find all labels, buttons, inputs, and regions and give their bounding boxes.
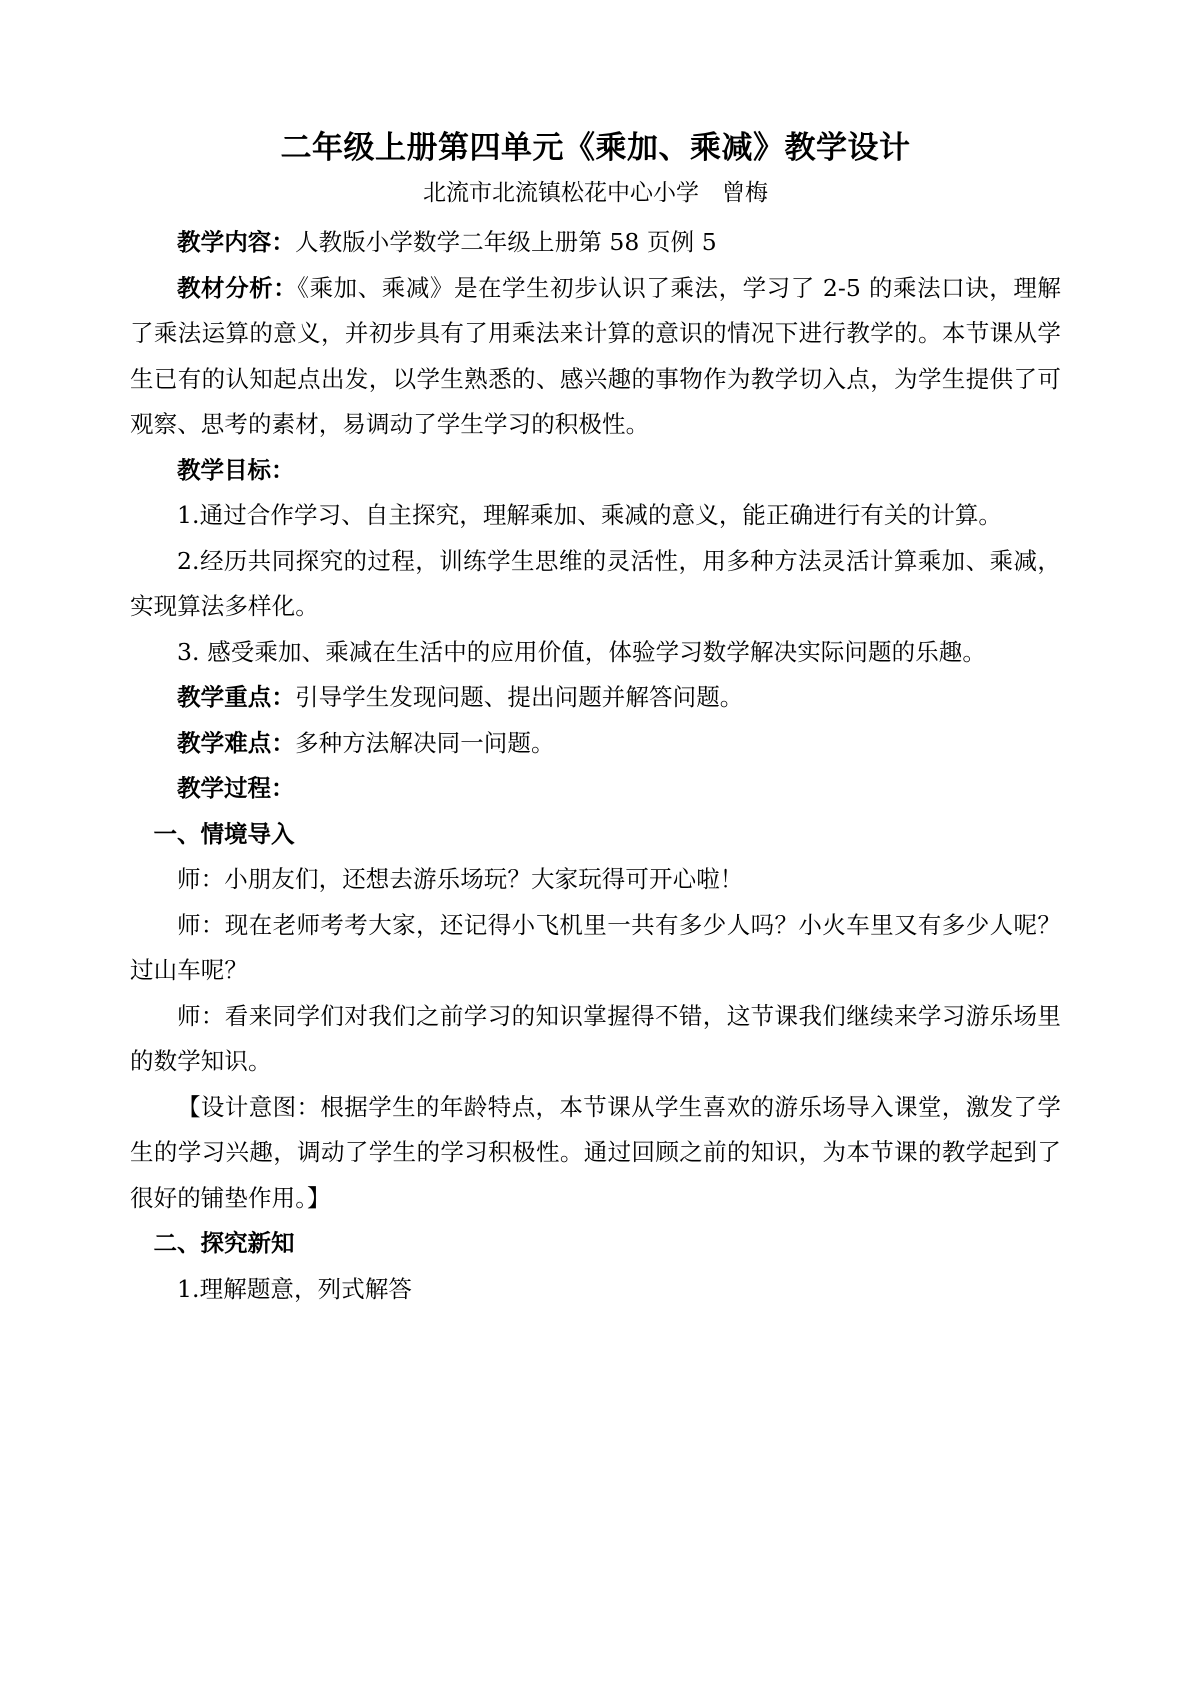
key-point-text: 引导学生发现问题、提出问题并解答问题。 xyxy=(295,683,744,712)
section-two-item: 1.理解题意，列式解答 xyxy=(177,1274,413,1303)
key-point-label: 教学重点： xyxy=(177,683,295,712)
dialogue-line: 师：小朋友们，还想去游乐场玩？大家玩得可开心啦！ xyxy=(177,865,744,894)
material-analysis-text: 《乘加、乘减》是在学生初步认识了乘法，学习了 2-5 的乘法口诀，理解了乘法运算的意义，并初步具有了用乘法来计算的意识的情况下进行教学的。本节课从学生已有的认知起点出发，以学生熟悉的、感兴趣的事物作为教学切入点，为学生提供了可观察、思考的素材，易调动了学生学习的积极性。 xyxy=(130,273,1061,439)
difficult-point-label: 教学难点： xyxy=(177,728,295,757)
difficult-point-text: 多种方法解决同一问题。 xyxy=(295,728,555,757)
objective-item: 1.通过合作学习、自主探究，理解乘加、乘减的意义，能正确进行有关的计算。 xyxy=(177,501,1003,530)
dialogue-line: 师：看来同学们对我们之前学习的知识掌握得不错，这节课我们继续来学习游乐场里的数学知识。 xyxy=(130,1001,1061,1076)
difficult-point-paragraph xyxy=(130,721,1061,767)
material-analysis-label: 教材分析： xyxy=(177,273,298,302)
dialogue-line: 师：现在老师考考大家，还记得小飞机里一共有多少人吗？小火车里又有多少人呢？过山车呢？ xyxy=(130,910,1061,985)
teaching-process-heading: 教学过程： xyxy=(177,774,295,803)
teaching-objectives-heading: 教学目标： xyxy=(177,455,295,484)
design-intent-paragraph: 【设计意图：根据学生的年龄特点，本节课从学生喜欢的游乐场导入课堂，激发了学生的学习兴趣，调动了学生的学习积极性。通过回顾之前的知识，为本节课的教学起到了很好的铺垫作用。】 xyxy=(130,1092,1061,1212)
teaching-content-text: 人教版小学数学二年级上册第 58 页例 5 xyxy=(295,228,717,257)
objective-item: 2.经历共同探究的过程，训练学生思维的灵活性，用多种方法灵活计算乘加、乘减，实现算法多样化。 xyxy=(130,546,1061,621)
objective-item: 3. 感受乘加、乘减在生活中的应用价值，体验学习数学解决实际问题的乐趣。 xyxy=(177,637,986,666)
section-two-heading: 二、探究新知 xyxy=(153,1229,295,1258)
document-byline: 北流市北流镇松花中心小学 曾梅 xyxy=(423,179,768,206)
section-one-heading: 一、情境导入 xyxy=(153,819,295,848)
page-title: 二年级上册第四单元《乘加、乘减》教学设计 xyxy=(280,130,911,166)
material-analysis-paragraph xyxy=(130,266,1061,448)
teaching-content-paragraph xyxy=(130,220,1061,266)
teaching-content-label: 教学内容： xyxy=(177,228,295,257)
key-point-paragraph xyxy=(130,675,1061,721)
